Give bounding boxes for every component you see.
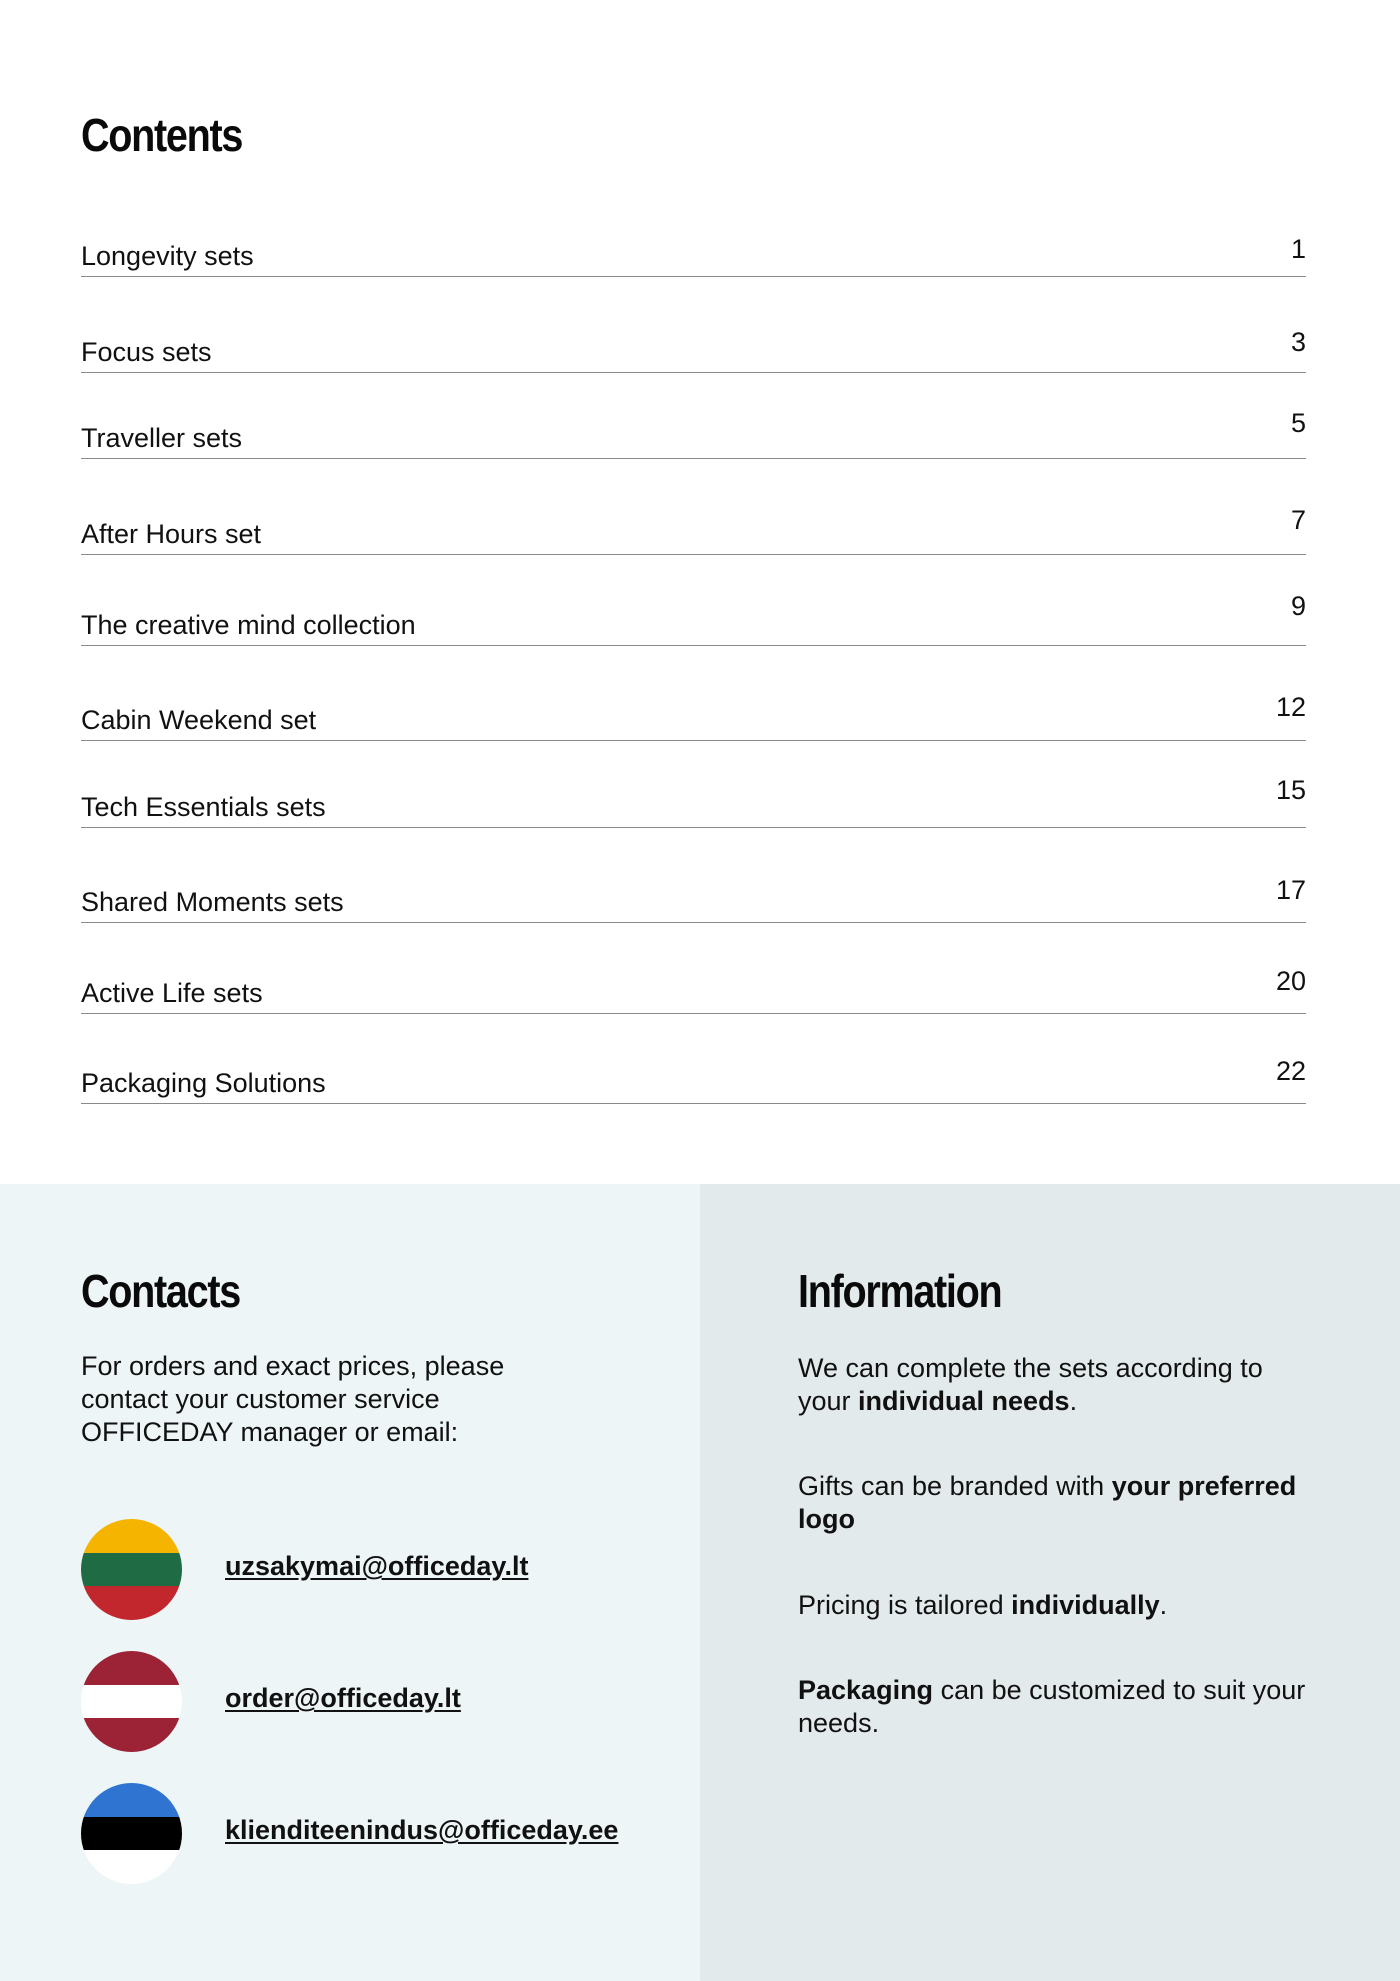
info-bold-text: individually xyxy=(1011,1590,1160,1620)
toc-item-label: Packaging Solutions xyxy=(81,1068,326,1098)
email-link[interactable]: uzsakymai@officeday.lt xyxy=(225,1551,529,1581)
latvia-flag-icon xyxy=(81,1651,182,1752)
info-paragraph-logo xyxy=(798,1470,1318,1536)
toc-item-label: Active Life sets xyxy=(81,978,263,1008)
info-bold-text: Packaging xyxy=(798,1675,934,1705)
email-link[interactable]: order@officeday.lt xyxy=(225,1683,461,1713)
toc-row[interactable] xyxy=(81,767,1306,828)
toc-item-label: Focus sets xyxy=(81,337,212,367)
info-text: can be customized to suit your needs. xyxy=(798,1675,1306,1738)
toc-row[interactable] xyxy=(81,398,1306,459)
toc-item-label: Traveller sets xyxy=(81,423,243,453)
toc-page-number: 22 xyxy=(1275,1056,1306,1086)
toc-row[interactable] xyxy=(81,862,1306,923)
lithuania-flag-icon xyxy=(81,1519,182,1620)
info-text: . xyxy=(1159,1590,1168,1620)
toc-item-label: Longevity sets xyxy=(81,241,254,271)
email-link[interactable]: klienditeenindus@officeday.ee xyxy=(225,1815,619,1845)
info-text: We can complete the sets according to your xyxy=(798,1353,1263,1416)
toc-item-label: Tech Essentials sets xyxy=(81,792,326,822)
estonia-flag-icon xyxy=(81,1783,182,1884)
toc-row[interactable] xyxy=(81,680,1306,741)
info-paragraph-individual-needs xyxy=(798,1352,1318,1418)
toc-row[interactable] xyxy=(81,1043,1306,1104)
toc-item-label: After Hours set xyxy=(81,519,262,549)
contacts-panel xyxy=(0,1184,700,1981)
toc-item-label: Shared Moments sets xyxy=(81,887,344,917)
info-bold-text: your preferred logo xyxy=(798,1471,1297,1534)
toc-page-number: 1 xyxy=(1290,234,1306,264)
toc-page-number: 5 xyxy=(1290,408,1306,438)
info-bold-text: individual needs xyxy=(858,1386,1070,1416)
toc-row[interactable] xyxy=(81,312,1306,373)
info-text: . xyxy=(1069,1386,1078,1416)
toc-page-number: 17 xyxy=(1275,875,1306,905)
info-paragraph-packaging xyxy=(798,1674,1318,1740)
toc-row[interactable] xyxy=(81,494,1306,555)
info-text: Pricing is tailored xyxy=(798,1590,1012,1620)
info-paragraph-pricing xyxy=(798,1589,1318,1622)
toc-page-number: 15 xyxy=(1275,775,1306,805)
information-heading: Information xyxy=(798,1265,1002,1317)
contents-heading: Contents xyxy=(81,109,243,161)
contacts-heading: Contacts xyxy=(81,1265,240,1317)
toc-page-number: 7 xyxy=(1290,505,1306,535)
contacts-intro: For orders and exact prices, please contact your customer service OFFICEDAY manager or email: xyxy=(81,1351,505,1447)
info-text: Gifts can be branded with xyxy=(798,1471,1112,1501)
toc-item-label: The creative mind collection xyxy=(81,610,416,640)
toc-row[interactable] xyxy=(81,216,1306,277)
toc-page-number: 20 xyxy=(1275,966,1306,996)
toc-row[interactable] xyxy=(81,953,1306,1014)
toc-page-number: 3 xyxy=(1290,327,1306,357)
toc-page-number: 9 xyxy=(1290,591,1306,621)
toc-row[interactable] xyxy=(81,585,1306,646)
toc-item-label: Cabin Weekend set xyxy=(81,705,317,735)
information-panel xyxy=(700,1184,1400,1981)
toc-page-number: 12 xyxy=(1275,692,1306,722)
